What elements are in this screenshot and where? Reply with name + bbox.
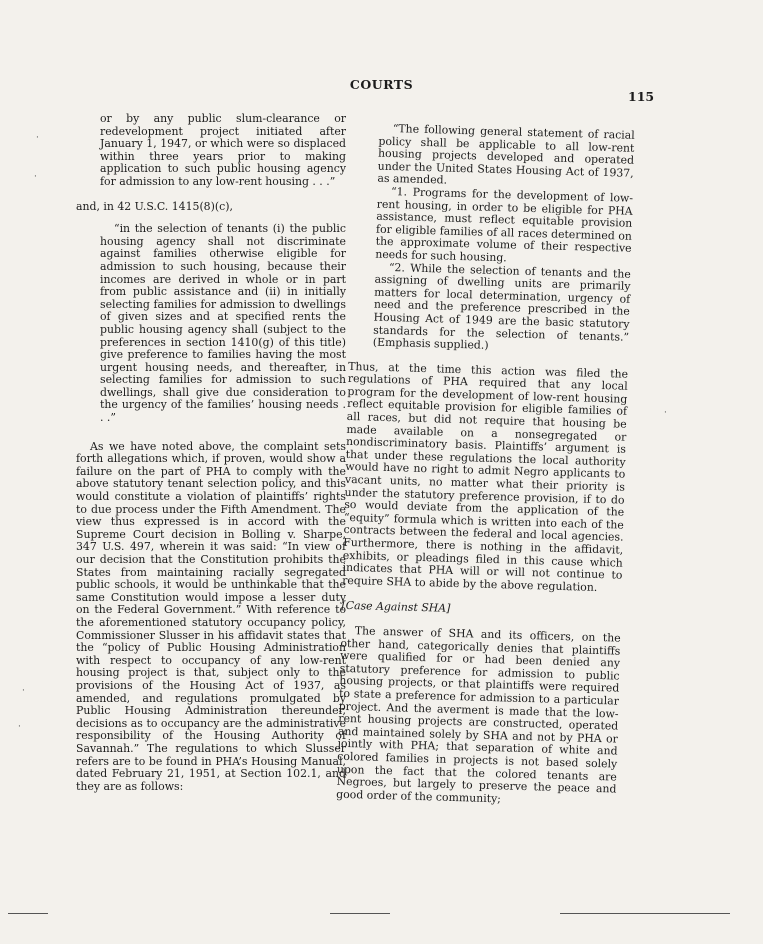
running-header: COURTS [349, 77, 414, 92]
margin-speck: · [22, 686, 25, 696]
regulation-quote-item-2: “2. While the selection of tenants and the assigning of dwelling units are primarily matters for local determination, urgency of need and the preference prescribed in the Housing Act of 1949 are the basic statutory standards for the selection of tenants.” (Emphasis supplied.) [372, 260, 632, 352]
left-column [76, 113, 346, 793]
regulation-quote-item-1: “1. Programs for the development of low-rent housing, in order to be eligible for PHA assistance, must reflect equitable provision for eligible families of all races determined on the approximate volume of their respective needs for such housing. [375, 185, 634, 265]
page-number: 115 [628, 89, 655, 104]
margin-speck: · [34, 172, 37, 182]
scan-artifact-line [330, 913, 390, 914]
right-column [336, 122, 635, 809]
body-paragraph: Thus, at the time this action was filed the regulations of PHA required that any local program for the development of low-rent housing reflect equitable provision for eligible families of all races, but did not require that housing be made available on a nonsegregated or nondiscriminatory basis. Plaintiffs’ argument is that under these regulations the local authority would have no right to admit Negro applicants to vacant units, no matter what their priority is under the statutory preference provision, if to do so would deviate from the application of the “equity” formula which is written into each of the contracts between the federal and local agencies. Furthermore, there is nothing in the affidavit, exhibits, or pleadings filed in this cause which indicates that PHA will or will not continue to require SHA to abide by the above regulation. [342, 359, 629, 594]
citation-intro: and, in 42 U.S.C. 1415(8)(c), [76, 199, 233, 213]
statute-quote-continued: or by any public slum-clearance or redevelopment project initiated after January 1, 1947, or which were so displaced within three years prior to making application to such public housing agency for admission to any low-rent housing . . .” [100, 112, 346, 188]
section-heading: [Case Against SHA] [341, 599, 451, 616]
scan-artifact-line [560, 913, 730, 914]
regulation-quote-intro: “The following general statement of racial policy shall be applicable to all low-rent housing projects developed and operated under the United States Housing Act of 1937, as amended. [377, 122, 635, 187]
scan-artifact-line [8, 913, 48, 914]
margin-speck: · [664, 408, 667, 418]
statute-quote: “in the selection of tenants (i) the public housing agency shall not discriminate against families otherwise eligible for admission to such housing, because their incomes are derived in whole or in part from public assistance and (ii) in initially selecting families for admission to dwellings of given sizes and at specified rents the public housing agency shall (subject to the preferences in section 1410(g) of this title) give preference to families having the most urgent housing needs, and thereafter, in selecting families for admission to such dwellings, shall give due consideration to the urgency of the families’ housing needs . . .” [100, 222, 346, 425]
margin-speck: · [36, 133, 39, 143]
margin-speck: · [18, 722, 21, 732]
body-paragraph: The answer of SHA and its officers, on the other hand, categorically denies that plaintiffs were qualified for or had been denied any statutory preference for admission to public housing projects, or that plaintiffs were required to state a preference for admission to a particular project. And the averment is made that the low-rent housing projects are constructed, operated and maintained solely by SHA and not by PHA or jointly with PHA; that separation of white and colored families in projects is not based solely upon the fact that the colored tenants are Negroes, but largely to preserve the peace and good order of the community; [336, 624, 621, 806]
body-paragraph: As we have noted above, the complaint sets forth allegations which, if proven, would show a failure on the part of PHA to comply with the above statutory tenant selection policy, and this would constitute a violation of plaintiffs’ rights to due process under the Fifth Amendment. The view thus expressed is in accord with the Supreme Court decision in Bolling v. Sharpe, 347 U.S. 497, wherein it was said: “In view of our decision that the Constitution prohibits the States from maintaining racially segregated public schools, it would be unthinkable that the same Constitution would impose a lesser duty on the Federal Government.” With reference to the aforementioned statutory occupancy policy, Commissioner Slusser in his affidavit states that the “policy of Public Housing Administration with respect to occupancy of any low-rent housing project is that, subject only to the provisions of the Housing Act of 1937, as amended, and regulations promulgated by Public Housing Administration thereunder, decisions as to occupancy are the administrative responsibility of the Housing Authority of Savannah.” The regulations to which Slusser refers are to be found in PHA’s Housing Manual, dated February 21, 1951, at Section 102.1, and they are as follows: [76, 439, 346, 793]
